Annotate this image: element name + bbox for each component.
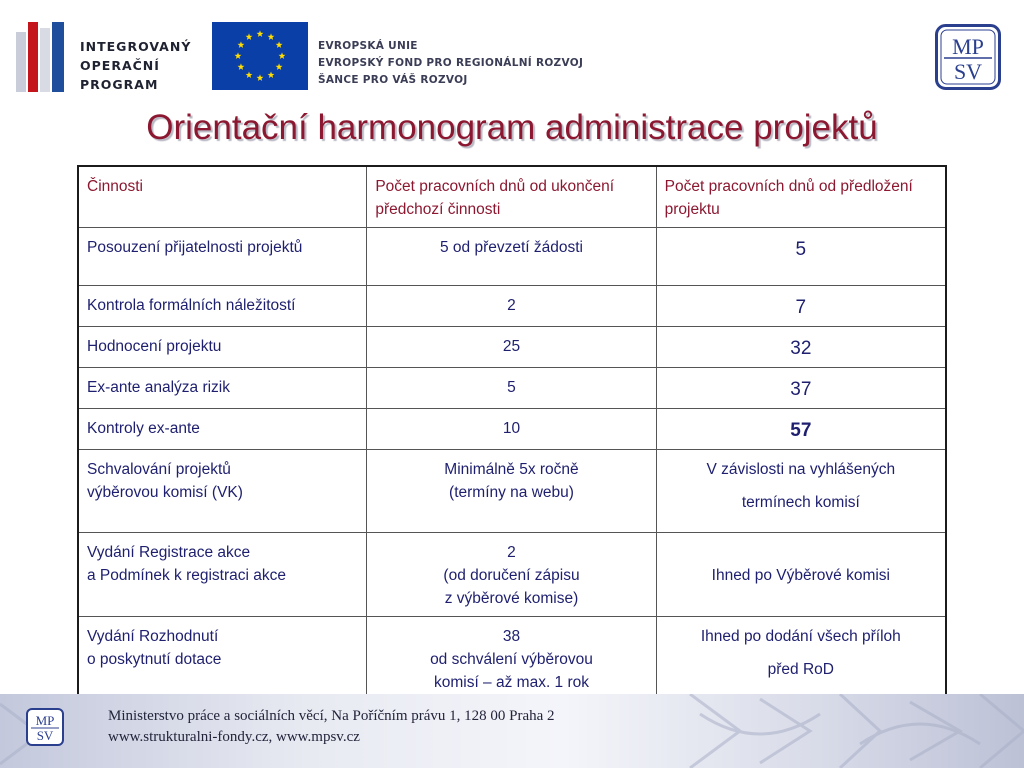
cell-activity: [78, 533, 367, 617]
cell-days-from-previous: [367, 450, 656, 533]
footer-mpsv-logo-icon: [26, 708, 64, 746]
iop-bars-icon: [16, 22, 68, 92]
iop-line-1: INTEGROVANÝ: [80, 39, 192, 54]
cell-days-from-submission: 32: [790, 338, 812, 359]
schedule-table: [77, 165, 947, 704]
footer-address: Ministerstvo práce a sociálních věcí, Na Poříčním právu 1, 128 00 Praha 2: [108, 708, 555, 724]
cell-line: Vydání Rozhodnutí: [87, 628, 219, 645]
mpsv-logo-bottom: SV: [953, 59, 983, 84]
eu-text-block: [318, 38, 583, 89]
cell-days-from-submission: [656, 450, 946, 533]
footer-logo-bottom: SV: [36, 728, 54, 743]
cell-line: výběrovou komisí (VK): [87, 484, 243, 501]
header-days-from-previous: Počet pracovních dnů od ukončení předchozí činnosti: [367, 166, 656, 228]
iop-line-3: PROGRAM: [80, 77, 159, 92]
table-row: [78, 409, 946, 450]
cell-line: 2: [507, 544, 516, 561]
footer-logo-top: MP: [35, 713, 55, 728]
cell-days-from-submission: 7: [795, 297, 807, 318]
cell-line: (termíny na webu): [449, 484, 574, 501]
cell-line: z výběrové komise): [444, 590, 579, 607]
cell-line: Minimálně 5x ročně: [444, 461, 579, 478]
eu-line-1: EVROPSKÁ UNIE: [318, 40, 418, 52]
cell-days-from-submission: [656, 617, 946, 703]
footer-bar: [0, 694, 1024, 768]
table-row: [78, 228, 946, 286]
table-header-row: [78, 166, 946, 228]
header-activity: Činnosti: [78, 166, 367, 228]
table-row: [78, 617, 946, 703]
cell-activity: [78, 617, 367, 703]
iop-logo: [14, 22, 194, 94]
mpsv-logo-icon: [935, 24, 1001, 90]
table-row: [78, 450, 946, 533]
eu-line-3: ŠANCE PRO VÁŠ ROZVOJ: [318, 74, 468, 86]
cell-line: od schválení výběrovou: [430, 651, 593, 668]
cell-days-from-submission: 5: [795, 239, 807, 260]
cell-activity: [78, 450, 367, 533]
cell-line: Schvalování projektů: [87, 461, 231, 478]
cell-days-from-submission: Ihned po Výběrové komisi: [656, 533, 946, 617]
table-row: [78, 286, 946, 327]
cell-line: V závislosti na vyhlášených: [706, 461, 896, 478]
cell-line: 38: [502, 628, 521, 645]
cell-line: o poskytnutí dotace: [87, 651, 222, 668]
cell-line: (od doručení zápisu: [443, 567, 580, 584]
cell-activity: Posouzení přijatelnosti projektů: [78, 228, 367, 286]
cell-activity: Kontrola formálních náležitostí: [78, 286, 367, 327]
cell-days-from-previous: 5 od převzetí žádosti: [367, 228, 656, 286]
cell-line: termínech komisí: [741, 494, 860, 511]
cell-days-from-previous: [367, 617, 656, 703]
cell-line: Ihned po dodání všech příloh: [700, 628, 901, 645]
table-row: [78, 368, 946, 409]
table-row: [78, 533, 946, 617]
cell-line: a Podmínek k registraci akce: [87, 567, 287, 584]
cell-days-from-submission: 57: [790, 420, 812, 441]
iop-line-2: OPERAČNÍ: [80, 58, 160, 73]
header-days-from-submission: Počet pracovních dnů od předložení projektu: [656, 166, 946, 228]
eu-line-2: EVROPSKÝ FOND PRO REGIONÁLNÍ ROZVOJ: [318, 57, 584, 69]
cell-days-from-previous: 10: [367, 409, 656, 450]
page-title: Orientační harmonogram administrace projektů: [146, 108, 878, 147]
cell-days-from-previous: 5: [367, 368, 656, 409]
cell-line: před RoD: [767, 661, 834, 678]
cell-days-from-submission: 37: [790, 379, 812, 400]
footer-websites[interactable]: www.strukturalni-fondy.cz, www.mpsv.cz: [108, 729, 360, 745]
cell-days-from-previous: 25: [367, 327, 656, 368]
cell-activity: Ex-ante analýza rizik: [78, 368, 367, 409]
cell-line: komisí – až max. 1 rok: [433, 674, 590, 691]
cell-line: Vydání Registrace akce: [87, 544, 251, 561]
table-row: [78, 327, 946, 368]
mpsv-logo-top: MP: [952, 34, 984, 59]
cell-days-from-previous: 2: [367, 286, 656, 327]
cell-days-from-previous: [367, 533, 656, 617]
cell-activity: Hodnocení projektu: [78, 327, 367, 368]
cell-activity: Kontroly ex-ante: [78, 409, 367, 450]
eu-flag-icon: [212, 22, 308, 90]
